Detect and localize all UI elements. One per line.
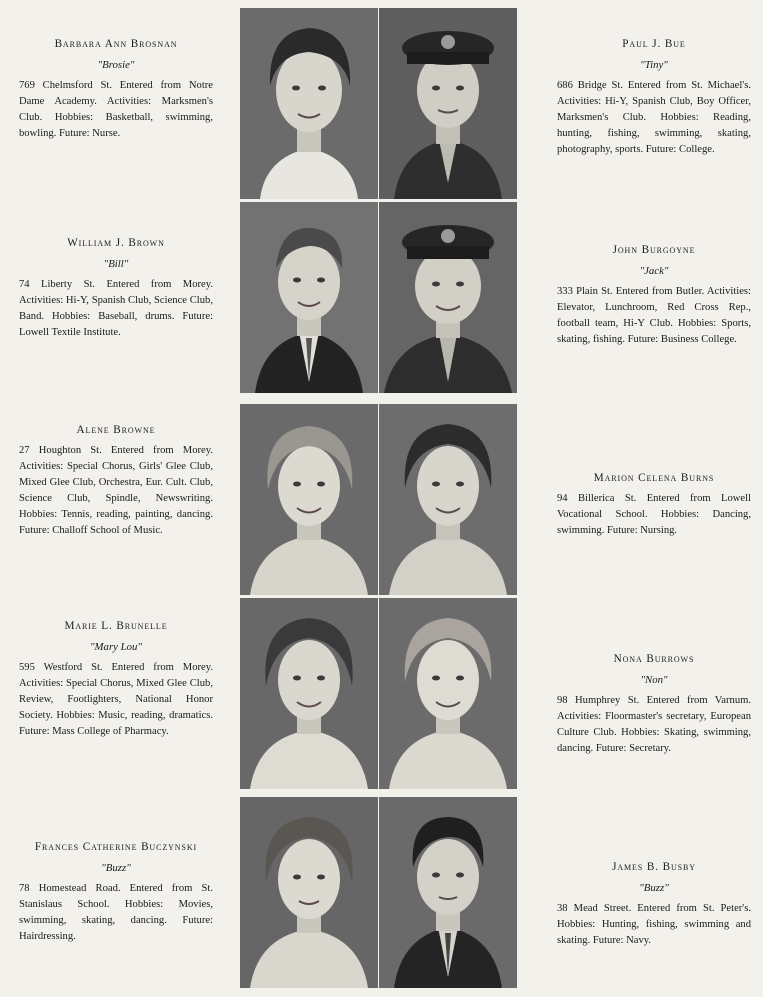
student-bio: 27 Houghton St. Entered from Morey. Activities: Special Chorus, Girls' Glee Club, Mixed Glee Club, Orchestra, Eur. Cult. Club, Science Club, Spindle, Newswriting. Hobbies: Tennis, reading, painting, dancing. Future: Challoff School of Music. (19, 445, 213, 536)
student-nickname: "Mary Lou" (90, 641, 142, 653)
student-bio: 595 Westford St. Entered from Morey. Activities: Special Chorus, Mixed Glee Club, Review, Footlighters, National Honor Society. Hobbies: Music, reading, dramatics. Future: Mass College of Pharmacy. (19, 662, 213, 737)
student-nickname: "Tiny" (640, 59, 668, 71)
student-bio: 74 Liberty St. Entered from Morey. Activities: Hi-Y, Spanish Club, Science Club, Band. Hobbies: Baseball, drums. Future: Lowell Textile Institute. (19, 279, 213, 338)
student-name: Marion Celena Burns (593, 472, 715, 484)
student-nickname: "Jack" (639, 265, 669, 277)
entry-paul-bue (557, 36, 751, 158)
entry-james-busby (557, 859, 751, 949)
entry-frances-buczynski (19, 839, 213, 945)
portrait-photo-girl (240, 8, 378, 199)
entry-william-brown (19, 235, 213, 341)
student-name: John Burgoyne (612, 244, 696, 256)
student-bio: 686 Bridge St. Entered from St. Michael's. Activities: Hi-Y, Spanish Club, Boy Officer, Marksmen's Club. Hobbies: Reading, hunting, fishing, swimming, skating, photography, sports. Future: College. (557, 80, 751, 155)
portrait-photo-boy (379, 202, 517, 393)
student-bio: 98 Humphrey St. Entered from Varnum. Activities: Floormaster's secretary, European Culture Club. Hobbies: Skating, swimming, dancing. Future: Secretary. (557, 695, 751, 754)
portrait-photo-boy (240, 202, 378, 393)
portrait-photo-girl (379, 404, 517, 595)
student-name: Marie L. Brunelle (64, 620, 168, 632)
student-name: Alene Browne (76, 424, 156, 436)
student-name: James B. Busby (612, 861, 696, 873)
student-bio: 333 Plain St. Entered from Butler. Activities: Elevator, Lunchroom, Red Cross Rep., football team, Hi-Y Club. Hobbies: Sports, skating, fishing. Future: Business College. (557, 286, 751, 345)
student-name: Paul J. Bue (622, 38, 686, 50)
student-nickname: "Brosie" (97, 59, 135, 71)
student-name: Nona Burrows (613, 653, 695, 665)
student-name: Frances Catherine Buczynski (34, 841, 198, 853)
portrait-photo-girl (379, 598, 517, 789)
entry-marion-burns (557, 470, 751, 539)
entry-barbara-brosnan (19, 36, 213, 142)
student-nickname: "Non" (640, 674, 668, 686)
student-name: William J. Brown (67, 237, 165, 249)
portrait-photo-girl (240, 797, 378, 988)
student-bio: 78 Homestead Road. Entered from St. Stanislaus School. Hobbies: Movies, swimming, skating, dancing. Future: Hairdressing. (19, 883, 213, 942)
student-bio: 94 Billerica St. Entered from Lowell Vocational School. Hobbies: Dancing, swimming. Future: Nursing. (557, 493, 751, 536)
student-nickname: "Bill" (103, 258, 129, 270)
portrait-photo-boy (379, 797, 517, 988)
student-name: Barbara Ann Brosnan (54, 38, 178, 50)
student-nickname: "Buzz" (639, 882, 669, 894)
student-bio: 38 Mead Street. Entered from St. Peter's. Hobbies: Hunting, fishing, swimming and skating. Future: Navy. (557, 903, 751, 946)
student-nickname: "Buzz" (101, 862, 131, 874)
entry-alene-browne (19, 422, 213, 539)
entry-john-burgoyne (557, 242, 751, 348)
portrait-photo-girl (240, 598, 378, 789)
student-bio: 769 Chelmsford St. Entered from Notre Dame Academy. Activities: Marksmen's Club. Hobbies: Basketball, swimming, bowling. Future: Nurse. (19, 80, 213, 139)
portrait-photo-boy (379, 8, 517, 199)
entry-marie-brunelle (19, 618, 213, 740)
portrait-photo-girl (240, 404, 378, 595)
entry-nona-burrows (557, 651, 751, 757)
